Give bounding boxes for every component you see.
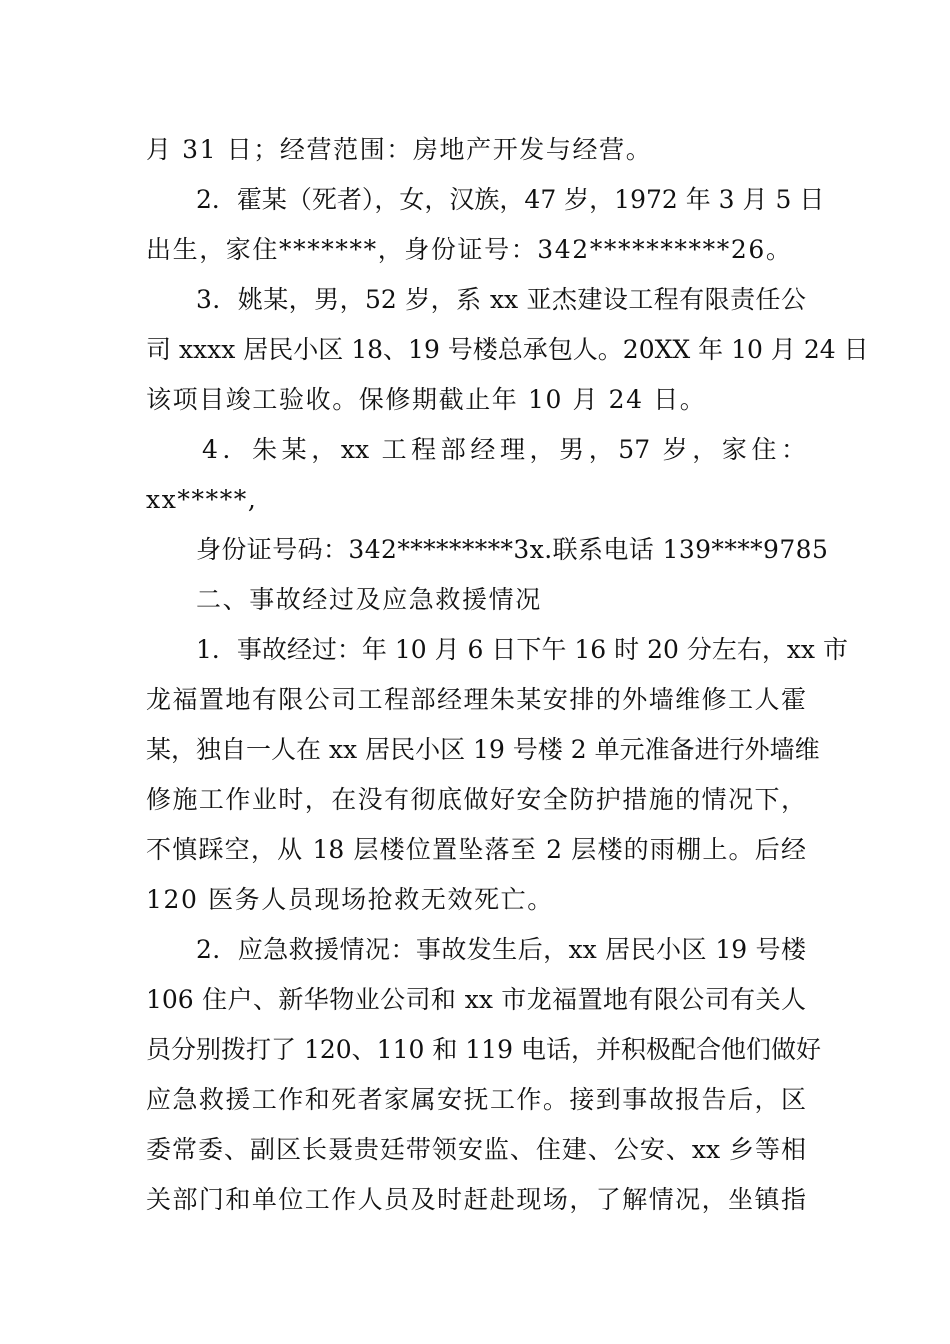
- text-line: xx*****,: [146, 485, 258, 514]
- text-line: 不慎踩空，从 18 层楼位置坠落至 2 层楼的雨棚上。后经: [146, 835, 806, 864]
- text-line: 120 医务人员现场抢救无效死亡。: [146, 885, 554, 914]
- text-line: 该项目竣工验收。保修期截止年 10 月 24 日。: [146, 385, 707, 414]
- section-heading: 二、事故经过及应急救援情况: [196, 585, 542, 614]
- text-line: 修施工作业时，在没有彻底做好安全防护措施的情况下，: [146, 785, 806, 814]
- text-line: 2．应急救援情况：事故发生后，xx 居民小区 19 号楼: [196, 935, 806, 964]
- text-line: 月 31 日；经营范围：房地产开发与经营。: [146, 135, 653, 164]
- text-line: 3．姚某，男，52 岁，系 xx 亚杰建设工程有限责任公: [196, 285, 806, 314]
- text-line: 司 xxxx 居民小区 18、19 号楼总承包人。20XX 年 10 月 24 日: [146, 335, 869, 364]
- text-line: 龙福置地有限公司工程部经理朱某安排的外墙维修工人霍: [146, 685, 806, 714]
- text-line: 关部门和单位工作人员及时赶赴现场，了解情况，坐镇指: [146, 1185, 806, 1214]
- text-line: 某，独自一人在 xx 居民小区 19 号楼 2 单元准备进行外墙维: [146, 735, 820, 764]
- text-line: 身份证号码：342*********3x.联系电话 139****9785: [196, 535, 829, 564]
- text-line: 2．霍某（死者），女，汉族，47 岁，1972 年 3 月 5 日: [196, 185, 825, 214]
- text-line: 1．事故经过：年 10 月 6 日下午 16 时 20 分左右，xx 市: [196, 635, 848, 664]
- text-line: 应急救援工作和死者家属安抚工作。接到事故报告后，区: [146, 1085, 806, 1114]
- text-line: 委常委、副区长聂贵廷带领安监、住建、公安、xx 乡等相: [146, 1135, 806, 1164]
- text-line: 4．朱某，xx 工程部经理，男，57 岁，家住：: [202, 435, 806, 464]
- text-line: 出生，家住*******，身份证号：342**********26。: [146, 235, 793, 264]
- text-line: 106 住户、新华物业公司和 xx 市龙福置地有限公司有关人: [146, 985, 806, 1014]
- text-line: 员分别拨打了 120、110 和 119 电话，并积极配合他们做好: [146, 1035, 821, 1064]
